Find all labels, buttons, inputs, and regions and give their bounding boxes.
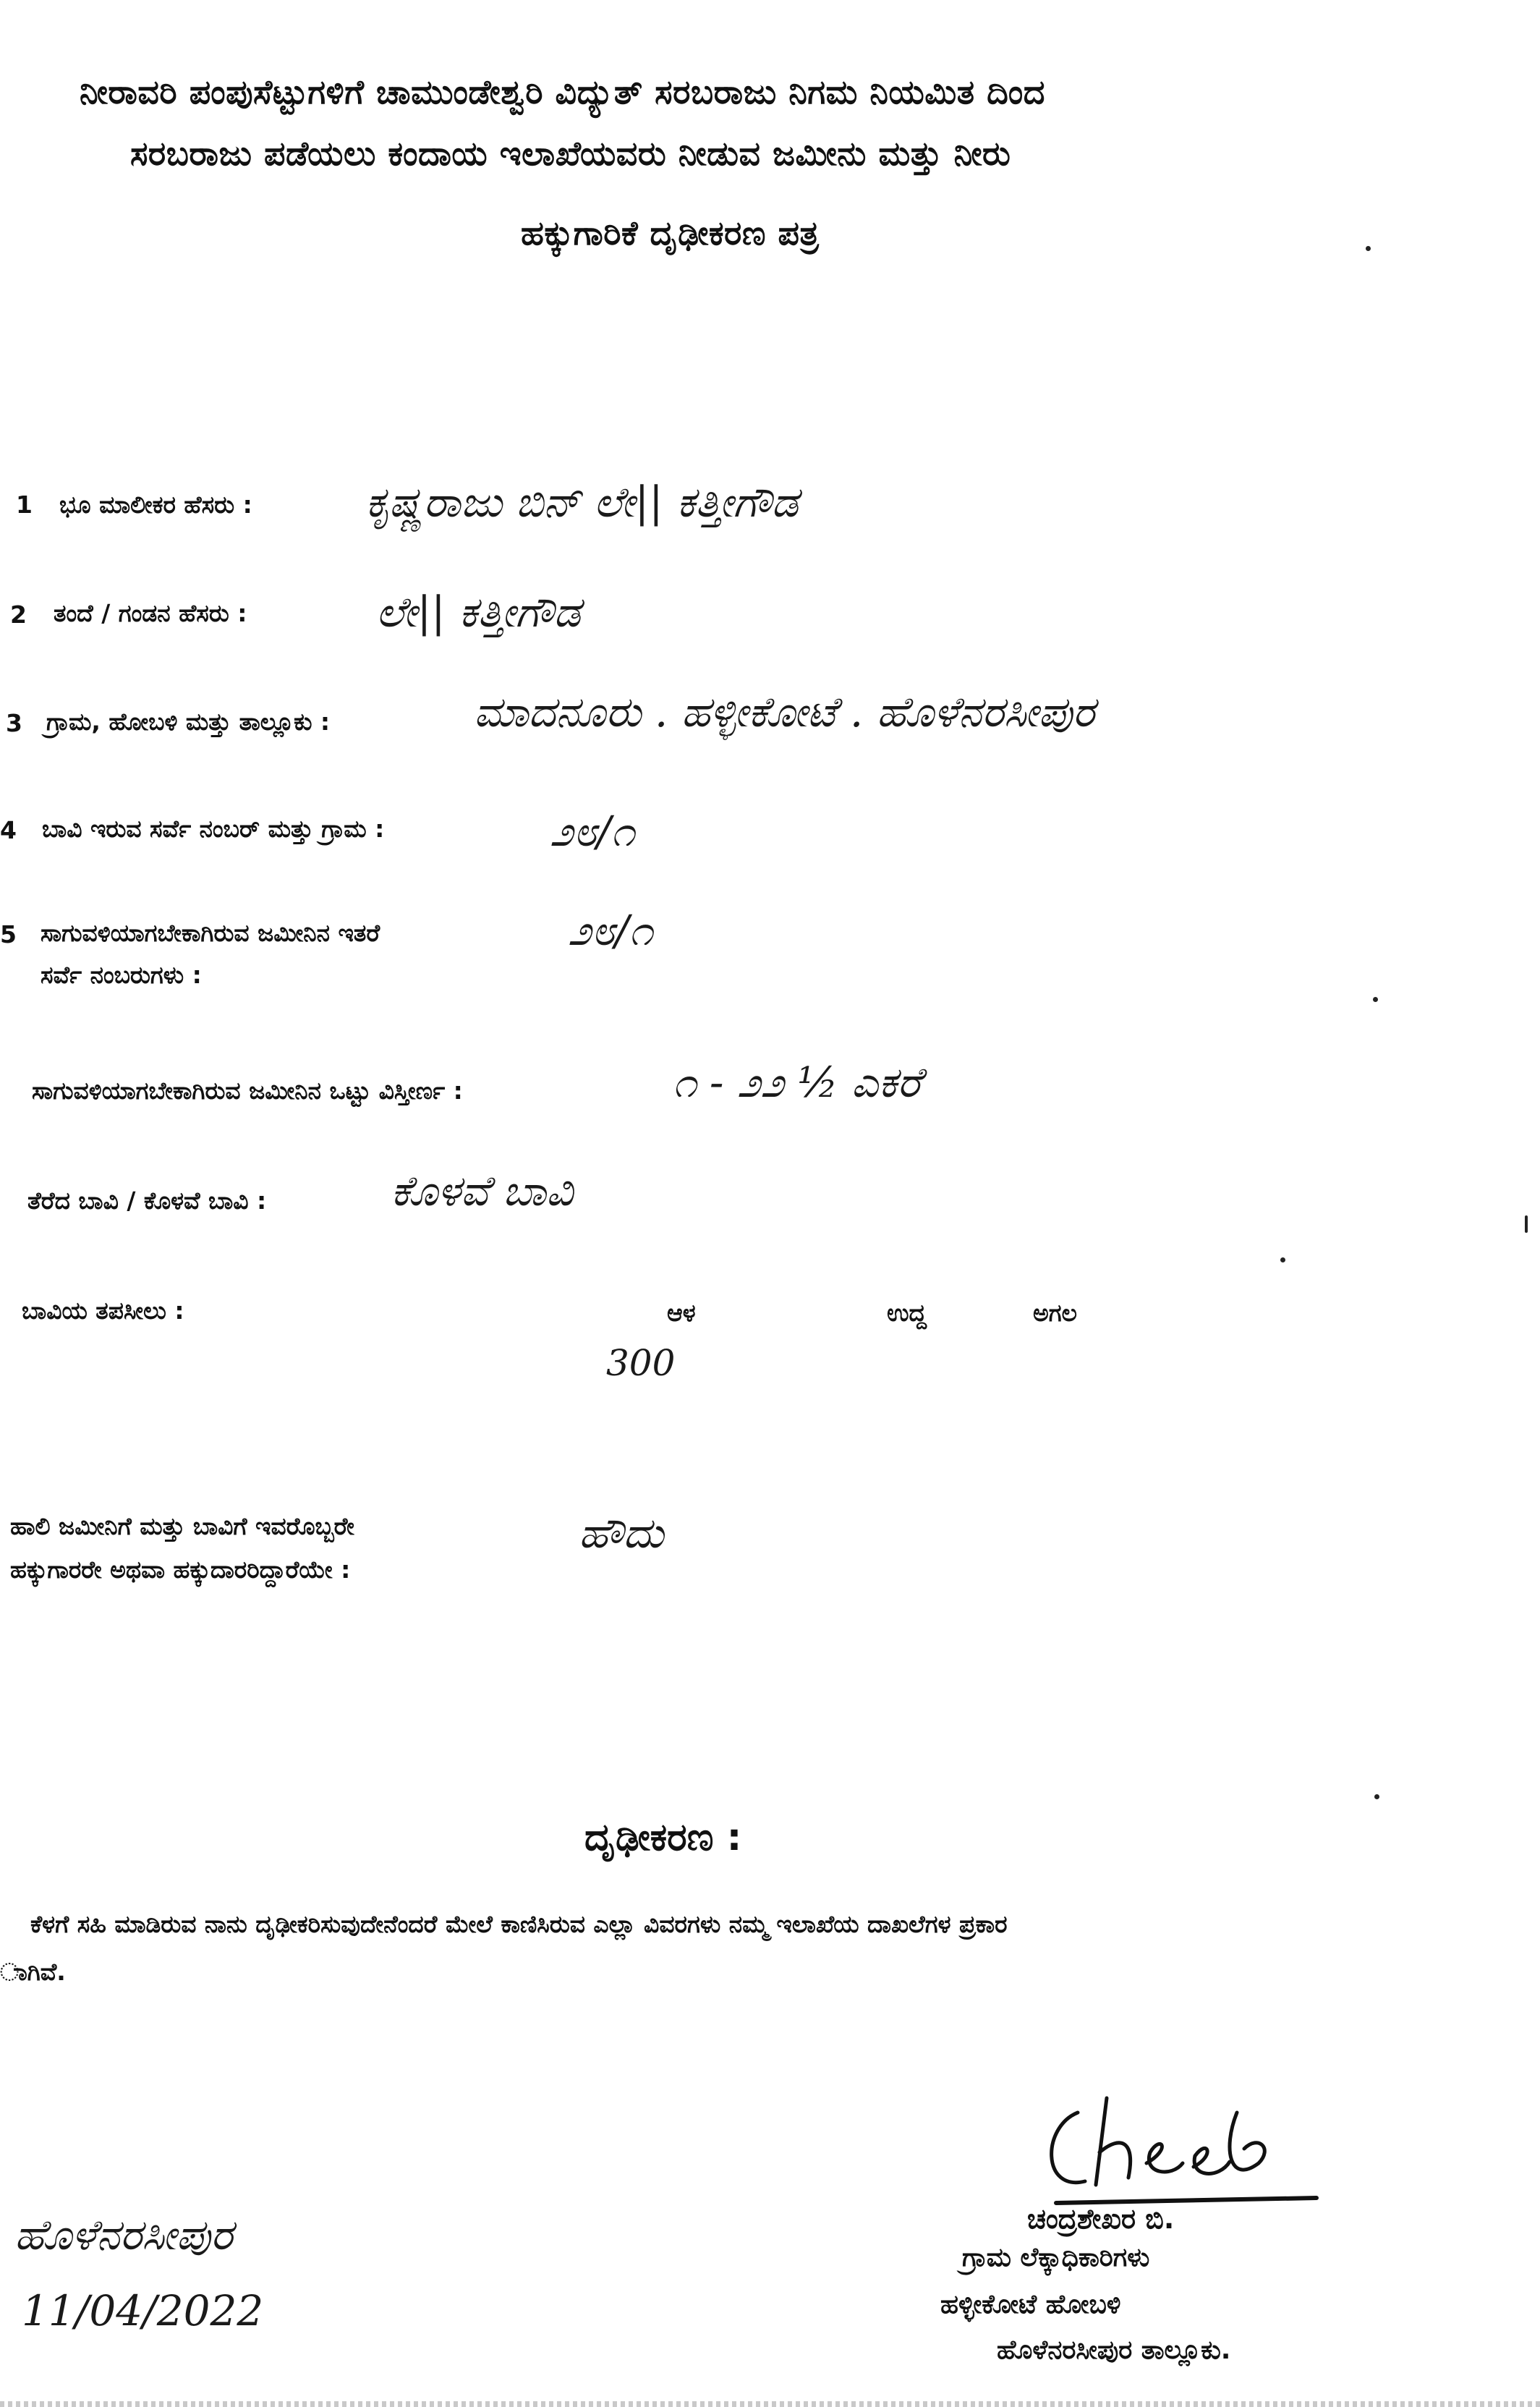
other-survey-label-line-2: ಸರ್ವೆ ನಂಬರುಗಳು : bbox=[41, 961, 202, 989]
well-length-header: ಉದ್ದ bbox=[887, 1299, 927, 1327]
other-survey-label-line-1: ಸಾಗುವಳಿಯಾಗಬೇಕಾಗಿರುವ ಜಮೀನಿನ ಇತರೆ bbox=[41, 919, 380, 947]
scan-speck bbox=[1374, 1794, 1379, 1799]
other-survey-value: ೨೮/೧ bbox=[568, 906, 652, 955]
header-line-3: ಹಕ್ಕುಗಾರಿಕೆ ದೃಢೀಕರಣ ಪತ್ರ bbox=[521, 213, 820, 252]
ownership-label-line-1: ಹಾಲಿ ಜಮೀನಿಗೆ ಮತ್ತು ಬಾವಿಗೆ ಇವರೊಬ್ಬರೇ bbox=[10, 1512, 354, 1540]
stamp-name: ಚಂದ್ರಶೇಖರ ಬಿ. bbox=[1027, 2203, 1175, 2235]
field-4-number: 4 bbox=[0, 816, 17, 844]
stamp-hobli: ಹಳ್ಳೀಕೋಟೆ ಹೋಬಳಿ bbox=[940, 2290, 1121, 2319]
place-value: ಹೊಳೆನರಸೀಪುರ bbox=[14, 2210, 233, 2259]
owner-name-value: ಕೃಷ್ಣರಾಜು ಬಿನ್ ಲೇ|| ಕತ್ತೀಗೌಡ bbox=[365, 477, 799, 527]
header-line-1: ನೀರಾವರಿ ಪಂಪುಸೆಟ್ಟುಗಳಿಗೆ ಚಾಮುಂಡೇಶ್ವರಿ ವಿದ್ಯುತ್ ಸರಬರಾಜು ನಿಗಮ ನಿಯಮಿತ ದಿಂದ bbox=[80, 72, 1045, 111]
stamp-designation: ಗ್ರಾಮ ಲೆಕ್ಕಾಧಿಕಾರಿಗಳು bbox=[962, 2243, 1150, 2272]
ownership-label-line-2: ಹಕ್ಕುಗಾರರೇ ಅಥವಾ ಹಕ್ಕುದಾರರಿದ್ದಾರೆಯೇ : bbox=[10, 1555, 351, 1584]
well-type-value: ಕೊಳವೆ ಬಾವಿ bbox=[391, 1166, 574, 1215]
well-depth-value: 300 bbox=[606, 1342, 676, 1384]
field-2-number: 2 bbox=[10, 600, 27, 629]
scan-speck bbox=[1373, 997, 1378, 1002]
village-value: ಮಾದನೂರು . ಹಳ್ಳೀಕೋಟೆ . ಹೊಳೆನರಸೀಪುರ bbox=[474, 687, 1095, 736]
certification-heading: ದೃಢೀಕರಣ : bbox=[584, 1816, 742, 1859]
total-area-label: ಸಾಗುವಳಿಯಾಗಬೇಕಾಗಿರುವ ಜಮೀನಿನ ಒಟ್ಟು ವಿಸ್ತೀರ್ಣ : bbox=[32, 1077, 463, 1105]
header-line-2: ಸರಬರಾಜು ಪಡೆಯಲು ಕಂದಾಯ ಇಲಾಖೆಯವರು ನೀಡುವ ಜಮೀನು ಮತ್ತು ನೀರು bbox=[130, 134, 1011, 173]
owner-name-label: ಭೂ ಮಾಲೀಕರ ಹೆಸರು : bbox=[59, 491, 252, 519]
well-type-label: ತೆರೆದ ಬಾವಿ / ಕೊಳವೆ ಬಾವಿ : bbox=[27, 1186, 267, 1215]
field-1-number: 1 bbox=[16, 491, 33, 519]
scan-edge bbox=[0, 2401, 1540, 2407]
signature-scribble bbox=[1027, 2084, 1331, 2214]
stamp-taluk: ಹೊಳೆನರಸೀಪುರ ತಾಲ್ಲೂಕು. bbox=[997, 2335, 1231, 2365]
well-survey-value: ೨೮/೧ bbox=[550, 807, 634, 856]
field-3-number: 3 bbox=[6, 709, 22, 737]
father-name-value: ಲೇ|| ಕತ್ತೀಗೌಡ bbox=[376, 587, 581, 637]
well-details-label: ಬಾವಿಯ ತಪಸೀಲು : bbox=[22, 1296, 184, 1325]
well-survey-label: ಬಾವಿ ಇರುವ ಸರ್ವೆ ನಂಬರ್ ಮತ್ತು ಗ್ರಾಮ : bbox=[42, 815, 385, 843]
scan-speck bbox=[1525, 1215, 1528, 1233]
certification-text-line-2: ಾಗಿವೆ. bbox=[0, 1958, 66, 1986]
village-label: ಗ್ರಾಮ, ಹೋಬಳಿ ಮತ್ತು ತಾಲ್ಲೂಕು : bbox=[46, 708, 331, 736]
father-name-label: ತಂದೆ / ಗಂಡನ ಹೆಸರು : bbox=[54, 599, 247, 627]
total-area-value: ೧ - ೨೨ ½ ಎಕರೆ bbox=[673, 1058, 922, 1107]
well-depth-header: ಆಳ bbox=[667, 1299, 696, 1327]
date-value: 11/04/2022 bbox=[22, 2286, 264, 2335]
field-5-number: 5 bbox=[0, 920, 17, 948]
certification-text-line-1: ಕೆಳಗೆ ಸಹಿ ಮಾಡಿರುವ ನಾನು ದೃಢೀಕರಿಸುವುದೇನೆಂದರೆ ಮೇಲೆ ಕಾಣಿಸಿರುವ ಎಲ್ಲಾ ವಿವರಗಳು ನಮ್ಮ ಇಲಾಖೆಯ ದಾಖಲೆಗಳ ಪ್ರಕಾರ bbox=[30, 1910, 1008, 1938]
scan-speck bbox=[1366, 246, 1371, 251]
ownership-value: ಹೌದು bbox=[579, 1508, 664, 1558]
well-width-header: ಅಗಲ bbox=[1033, 1299, 1077, 1327]
scan-speck bbox=[1280, 1257, 1285, 1262]
